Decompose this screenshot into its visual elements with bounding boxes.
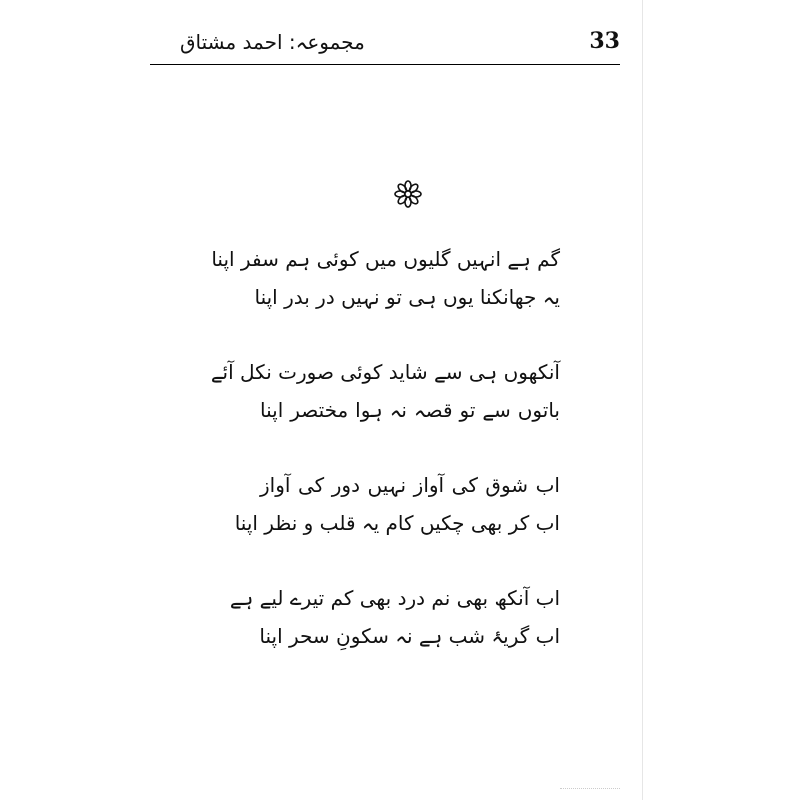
stanza-1	[211, 240, 560, 316]
verse-line: گم ہے انہیں گلیوں میں کوئی ہم سفر اپنا	[211, 247, 560, 271]
page-header	[150, 24, 620, 65]
verse-line: اب گریۂ شب ہے نہ سکونِ سحر اپنا	[259, 624, 560, 648]
verse-line: اب شوق کی آواز نہیں دور کی آواز	[260, 473, 560, 497]
stanza-3	[234, 466, 560, 542]
verse-line: اب کر بھی چکیں کام یہ قلب و نظر اپنا	[234, 511, 560, 535]
book-title: مجموعہ: احمد مشتاق	[180, 30, 365, 54]
stanza-2	[210, 353, 560, 429]
scan-artifact	[560, 788, 620, 791]
stanza-4	[229, 579, 560, 655]
verse-line: اب آنکھ بھی نم درد بھی کم تیرے لیے ہے	[229, 586, 560, 610]
poem	[210, 240, 560, 692]
verse-line: آنکھوں ہی سے شاید کوئی صورت نکل آئے	[210, 360, 560, 384]
verse-line: یہ جھانکنا یوں ہی تو نہیں در بدر اپنا	[254, 285, 560, 309]
floral-ornament-icon	[394, 180, 422, 208]
page-edge	[642, 0, 643, 800]
verse-line: باتوں سے تو قصہ نہ ہوا مختصر اپنا	[260, 398, 560, 422]
page-number: 33	[589, 28, 620, 54]
